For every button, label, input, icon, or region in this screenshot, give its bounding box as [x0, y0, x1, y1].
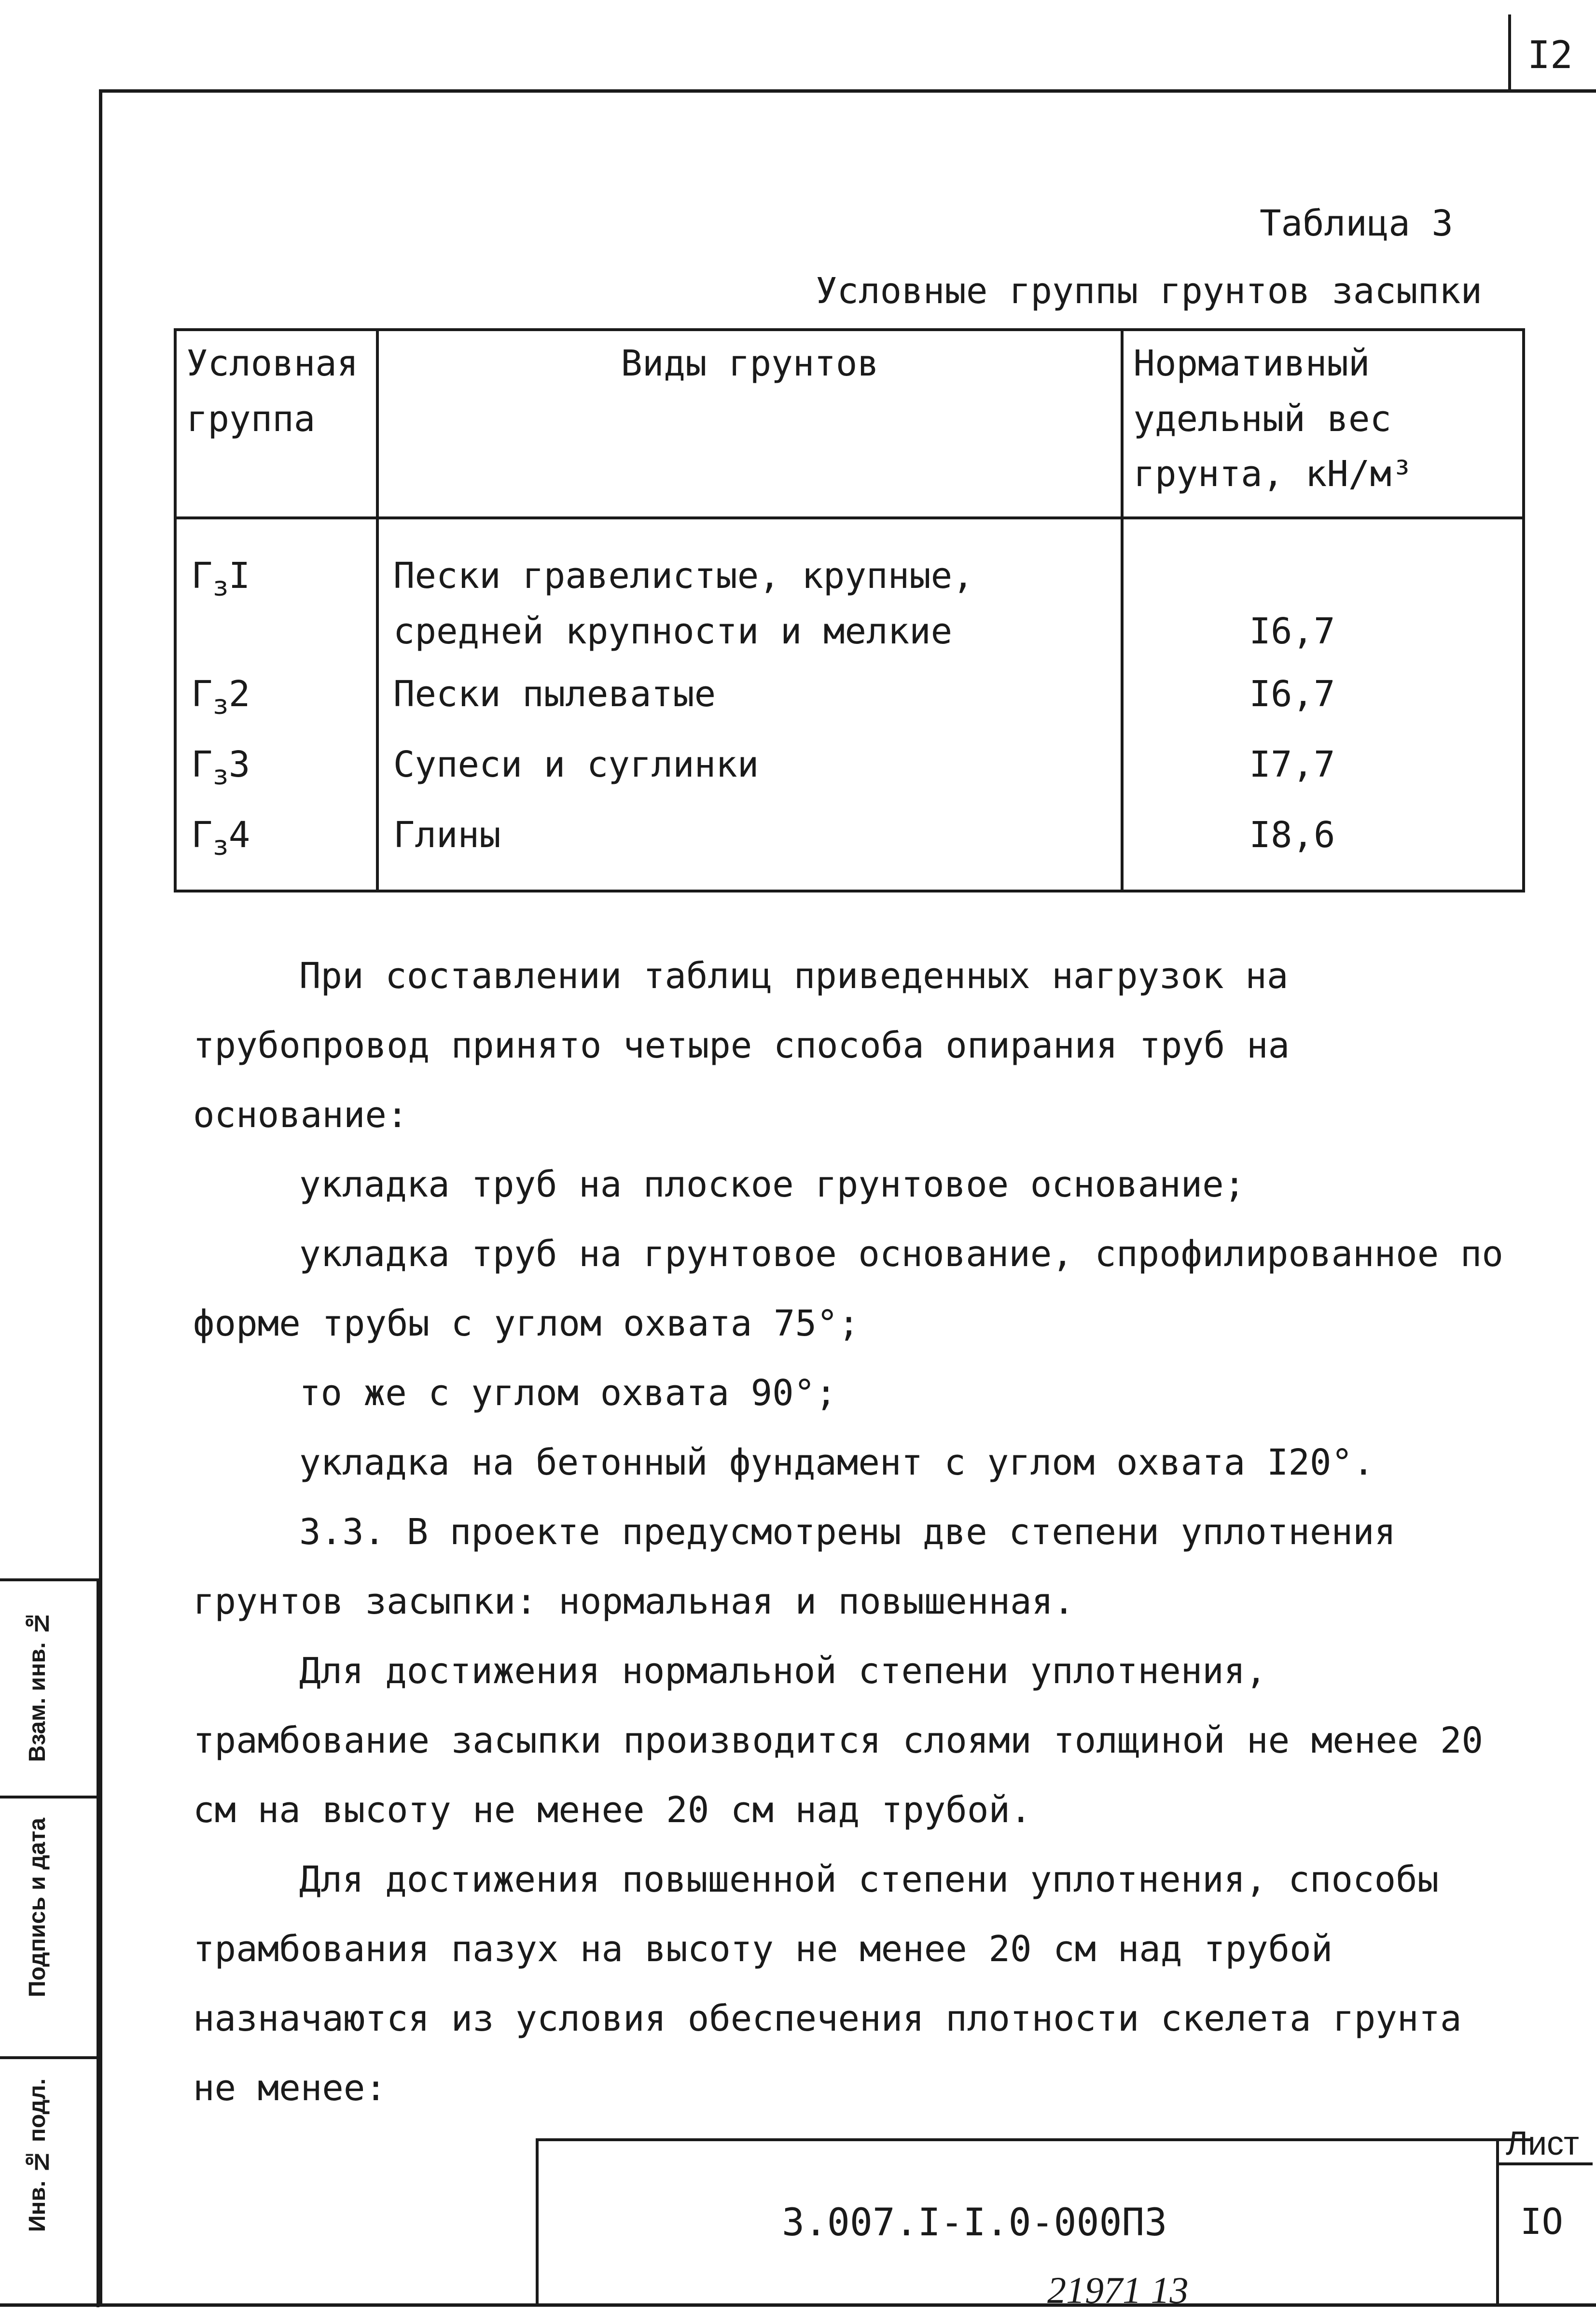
weight-cell: I6,7 [1122, 664, 1524, 734]
side-cell-signature: Подпись и дата [0, 1796, 97, 2059]
sheet-divider [1496, 2162, 1593, 2165]
soil-type-cell: Пески гравелистые, крупные, средней крупности и мелкие [377, 518, 1123, 664]
weight-cell: I8,6 [1122, 805, 1524, 891]
soil-type-cell: Супеси и суглинки [377, 734, 1123, 805]
table-label: Таблица 3 [1260, 203, 1453, 244]
corner-mark [1508, 14, 1511, 92]
paragraph: то же с углом охвата 90°; [299, 1372, 837, 1414]
group-cell: $Г_з3$ [175, 734, 377, 805]
table-row [175, 664, 1524, 734]
frame-top-border [99, 89, 1596, 93]
sheet-number: IO [1520, 2201, 1564, 2243]
handwritten-inventory-number: 21971 13 [1047, 2269, 1189, 2311]
header-unit-weight: Нормативный удельный вес грунта, кН/м³ [1122, 330, 1524, 518]
header-soil-type: Виды грунтов [377, 330, 1123, 518]
page-number: I2 [1527, 34, 1573, 77]
group-cell: $Г_з4$ [175, 805, 377, 891]
side-cell-inventory: Инв. № подл. [0, 2056, 97, 2310]
body-text [193, 941, 1506, 2123]
frame-left-border [99, 89, 102, 2305]
table-row [175, 805, 1524, 891]
group-cell: $Г_зI$ [175, 518, 377, 664]
table-row [175, 518, 1524, 664]
side-cell-replacement: Взам. инв. № [0, 1578, 97, 1798]
side-approval-strip [0, 1578, 99, 2307]
paragraph: укладка труб на плоское грунтовое основание; [299, 1164, 1246, 1205]
paragraph: Для достижения нормальной степени уплотнения, трамбование засыпки производится слоями толщиной не менее 20 см на высоту не менее 20 см над трубой. [193, 1650, 1484, 1831]
soil-groups-table [174, 328, 1525, 892]
soil-type-cell: Глины [377, 805, 1123, 891]
table-row [175, 734, 1524, 805]
paragraph: укладка на бетонный фундамент с углом охвата I20°. [299, 1442, 1374, 1483]
sheet-label: Лист [1506, 2124, 1580, 2162]
paragraph: Для достижения повышенной степени уплотнения, способы трамбования пазух на высоту не менее 20 см над трубой назначаются из условия обеспечения плотности скелета грунта не менее: [193, 1859, 1462, 2109]
table-title: Условные группы грунтов засыпки [816, 270, 1483, 312]
group-cell: $Г_з2$ [175, 664, 377, 734]
table-header-row [175, 330, 1524, 518]
document-code: 3.007.I-I.0-000ПЗ [782, 2201, 1167, 2244]
paragraph: укладка труб на грунтовое основание, спрофилированное по форме трубы с углом охвата 75°; [193, 1233, 1503, 1344]
soil-type-cell: Пески пылеватые [377, 664, 1123, 734]
weight-cell: I7,7 [1122, 734, 1524, 805]
paragraph-section-3-3: 3.3. В проекте предусмотрены две степени уплотнения грунтов засыпки: нормальная и повышенная. [193, 1511, 1396, 1622]
header-group: Условная группа [175, 330, 377, 518]
weight-cell: I6,7 [1122, 518, 1524, 664]
paragraph: При составлении таблиц приведенных нагрузок на трубопровод принято четыре способа опирания труб на основание: [193, 955, 1290, 1136]
